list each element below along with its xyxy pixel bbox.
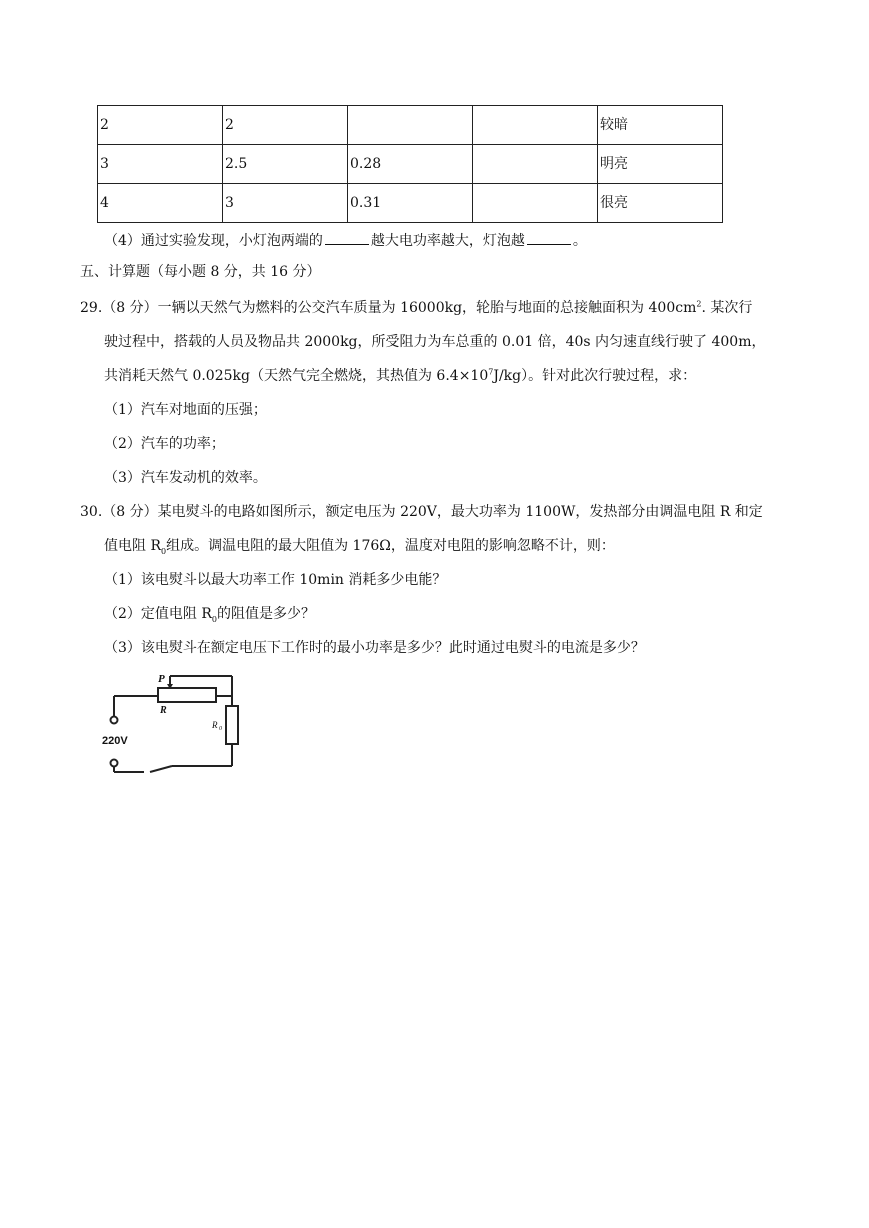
- table-cell: 3: [98, 145, 223, 184]
- table-cell: [473, 106, 598, 145]
- question-text: J/kg）。针对此次行驶过程，求：: [493, 368, 697, 384]
- question-30-sub-3: （3）该电熨斗在额定电压下工作时的最小功率是多少？此时通过电熨斗的电流是多少？: [104, 640, 645, 656]
- section-heading: 五、计算题（每小题 8 分，共 16 分）: [80, 264, 321, 280]
- question-29-sub-1: （1）汽车对地面的压强；: [104, 402, 267, 418]
- superscript: 7: [488, 367, 494, 377]
- question-text: 。: [572, 233, 587, 249]
- question-30-sub-1: （1）该电熨斗以最大功率工作 10min 消耗多少电能？: [104, 572, 447, 588]
- table-cell: 3: [223, 184, 348, 223]
- question-29-sub-2: （2）汽车的功率；: [104, 436, 225, 452]
- question-29-line-3: [104, 366, 696, 386]
- table-cell: 明亮: [598, 145, 723, 184]
- table-cell: [348, 106, 473, 145]
- answer-blank[interactable]: [325, 230, 369, 245]
- question-text: 共消耗天然气 0.025kg（天然气完全燃烧，其热值为 6.4×10: [104, 368, 489, 384]
- question-text: 值电阻 R: [104, 538, 161, 554]
- question-30-line-1: 30.（8 分）某电熨斗的电路如图所示，额定电压为 220V，最大功率为 1100W，发热部分由调温电阻 R 和定: [80, 504, 763, 520]
- question-28-part-4: [104, 230, 587, 251]
- question-text: （2）定值电阻 R: [104, 606, 212, 622]
- label-r: R: [160, 705, 167, 716]
- table-cell: 2.5: [223, 145, 348, 184]
- terminal-bottom: [111, 760, 118, 767]
- table-cell: 0.28: [348, 145, 473, 184]
- question-29-sub-3: （3）汽车发动机的效率。: [104, 470, 267, 486]
- circuit-diagram: [100, 668, 250, 780]
- question-text: 组成。调温电阻的最大阻值为 176Ω，温度对电阻的影响忽略不计，则：: [166, 538, 615, 554]
- table-row: [98, 184, 723, 223]
- table-row: [98, 145, 723, 184]
- terminal-top: [111, 717, 118, 724]
- table-cell: [473, 184, 598, 223]
- label-voltage: 220V: [102, 735, 128, 747]
- data-table: [97, 105, 723, 223]
- table-cell: [473, 145, 598, 184]
- question-29-line-1: [80, 298, 752, 318]
- question-30-sub-2: [104, 604, 315, 624]
- table-cell: 很亮: [598, 184, 723, 223]
- table-cell: 2: [98, 106, 223, 145]
- label-r0: R: [212, 720, 218, 730]
- question-text: 越大电功率越大，灯泡越: [370, 233, 525, 249]
- question-text: . 某次行: [701, 300, 753, 316]
- question-30-line-2: [104, 536, 615, 556]
- question-29-line-2: 驶过程中，搭载的人员及物品共 2000kg，所受阻力为车总重的 0.01 倍，40s 内匀速直线行驶了 400m，: [104, 334, 766, 350]
- switch-lever: [150, 766, 172, 772]
- table-row: [98, 106, 723, 145]
- answer-blank[interactable]: [527, 230, 571, 245]
- question-text: 的阻值是多少？: [217, 606, 315, 622]
- table-cell: 0.31: [348, 184, 473, 223]
- subscript: 0: [161, 546, 167, 556]
- resistor-r0-body: [226, 706, 238, 744]
- question-text: 29.（8 分）一辆以天然气为燃料的公交汽车质量为 16000kg，轮胎与地面的总接触面积为 400cm: [80, 300, 697, 316]
- table-cell: 2: [223, 106, 348, 145]
- table-cell: 4: [98, 184, 223, 223]
- rheostat-body: [158, 688, 216, 702]
- subscript: 0: [211, 614, 217, 624]
- label-r0-subscript: 0: [219, 726, 222, 732]
- table-cell: 较暗: [598, 106, 723, 145]
- superscript: 2: [696, 299, 702, 309]
- label-p: P: [158, 673, 165, 685]
- question-text: （4）通过实验发现，小灯泡两端的: [104, 233, 323, 249]
